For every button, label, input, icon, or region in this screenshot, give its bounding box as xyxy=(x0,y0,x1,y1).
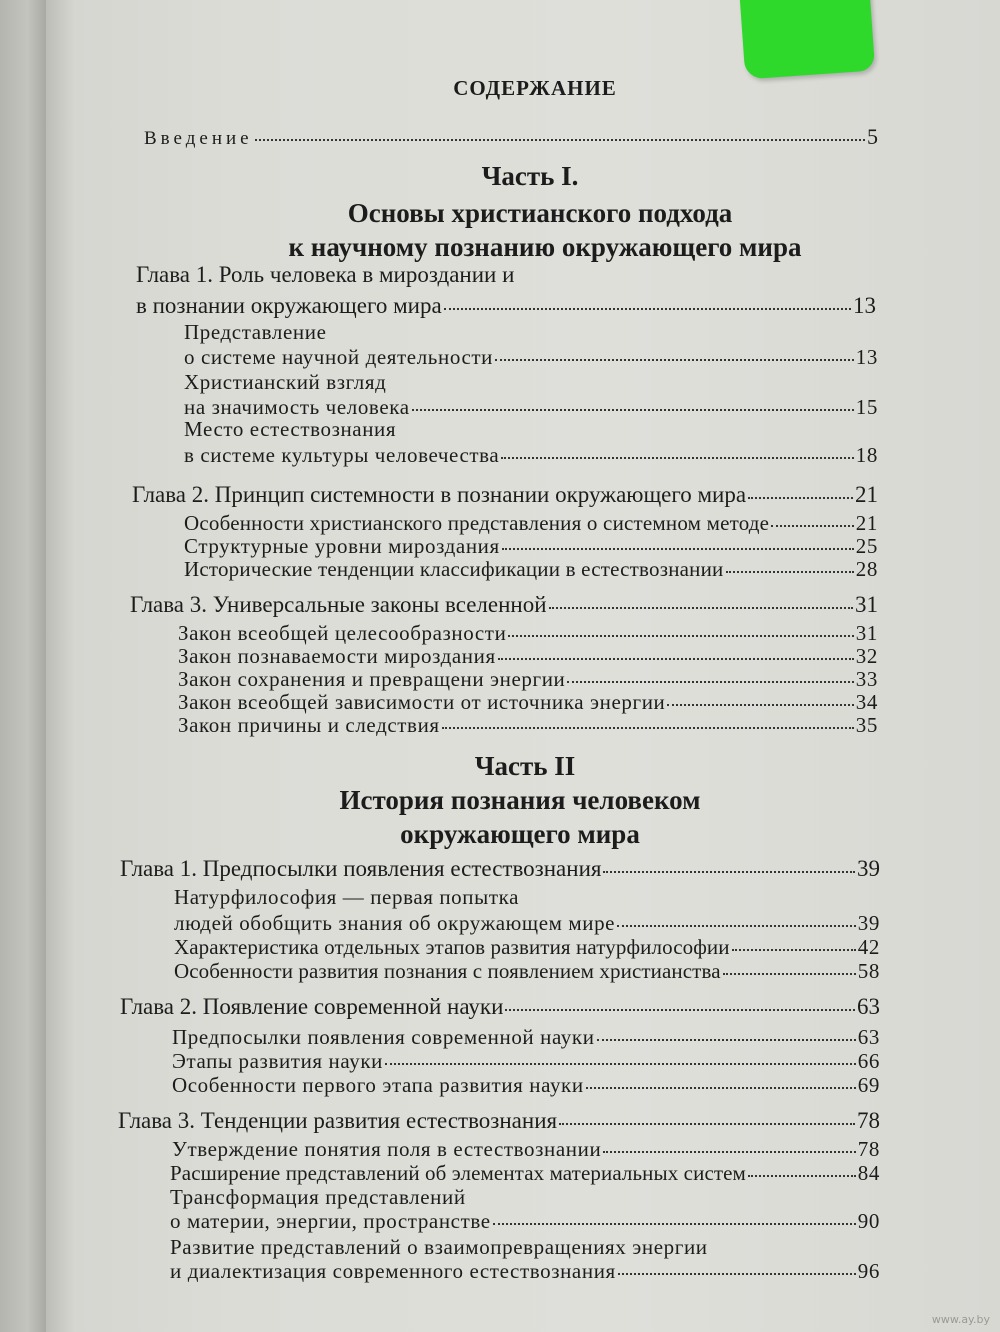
entry-label: Структурные уровни мироздания xyxy=(184,534,500,558)
toc-entry-section[interactable] xyxy=(178,712,878,738)
leader-dots xyxy=(444,308,851,310)
leader-dots xyxy=(603,871,855,873)
section-title-line: Представление xyxy=(184,320,327,344)
leader-dots xyxy=(618,1273,856,1275)
leader-dots xyxy=(723,973,856,975)
toc-entry-section[interactable] xyxy=(172,1072,880,1098)
leader-dots xyxy=(597,1039,856,1041)
toc-entry-intro[interactable] xyxy=(144,124,878,152)
entry-label: Глава 3. Универсальные законы вселенной xyxy=(130,592,547,617)
entry-label: Глава 2. Появление современной науки xyxy=(120,994,504,1019)
toc-entry-section[interactable] xyxy=(170,1160,880,1186)
toc-entry-chapter[interactable] xyxy=(120,994,880,1020)
entry-label: Расширение представлений об элементах материальных систем xyxy=(170,1161,746,1185)
toc-entry-section[interactable] xyxy=(172,1048,880,1074)
entry-label: о материи, энергии, пространстве xyxy=(170,1209,491,1233)
entry-page: 84 xyxy=(857,1161,880,1185)
entry-page: 42 xyxy=(857,935,880,959)
entry-label: Закон познаваемости мироздания xyxy=(178,644,496,668)
leader-dots xyxy=(748,497,853,499)
entry-page: 21 xyxy=(855,511,878,535)
leader-dots xyxy=(586,1087,856,1089)
toc-entry-section[interactable] xyxy=(184,556,878,582)
entry-page: 34 xyxy=(855,690,878,714)
leader-dots xyxy=(603,1151,855,1153)
toc-entry-section[interactable] xyxy=(184,442,878,468)
toc-entry-section[interactable] xyxy=(170,1258,880,1284)
entry-page: 96 xyxy=(857,1259,880,1283)
leader-dots xyxy=(667,704,853,706)
leader-dots xyxy=(617,925,856,927)
entry-page: 25 xyxy=(855,534,878,558)
toc-entry-chapter[interactable] xyxy=(118,1108,880,1134)
toc-entry-chapter[interactable] xyxy=(120,856,880,882)
entry-label: в познании окружающего мира xyxy=(136,293,442,318)
part2-heading-number: Часть II xyxy=(474,751,576,781)
part1-heading-line2: к научному познанию окружающего мира xyxy=(288,232,802,262)
entry-page: 15 xyxy=(855,395,878,419)
entry-label: в системе культуры человечества xyxy=(184,443,500,467)
entry-page: 28 xyxy=(855,557,878,581)
toc-entry-section[interactable] xyxy=(174,958,880,984)
entry-page: 58 xyxy=(857,959,880,983)
entry-page: 78 xyxy=(857,1108,880,1133)
entry-page: 13 xyxy=(853,293,876,318)
part2-heading-line2: окружающего мира xyxy=(400,819,640,849)
entry-label: и диалектизация современного естествознания xyxy=(170,1259,616,1283)
leader-dots xyxy=(726,571,854,573)
page-title: СОДЕРЖАНИЕ xyxy=(453,76,617,100)
entry-label: Закон сохранения и превращени энергии xyxy=(178,667,566,691)
section-title-line: Трансформация представлений xyxy=(170,1185,466,1209)
entry-label: на значимость человека xyxy=(184,395,410,419)
entry-page: 66 xyxy=(857,1049,880,1073)
entry-page: 63 xyxy=(857,994,880,1019)
entry-label: Закон всеобщей целесообразности xyxy=(178,621,507,645)
toc-entry-section[interactable] xyxy=(172,1136,880,1162)
leader-dots xyxy=(502,548,854,550)
entry-page: 13 xyxy=(855,345,878,369)
entry-label: Особенности христианского представления о системном методе xyxy=(184,511,770,535)
entry-label: Этапы развития науки xyxy=(172,1049,383,1073)
entry-page: 69 xyxy=(857,1073,880,1097)
entry-page: 18 xyxy=(855,443,878,467)
entry-label: Закон причины и следствия xyxy=(178,713,440,737)
leader-dots xyxy=(748,1175,856,1177)
leader-dots xyxy=(732,949,856,951)
entry-page: 90 xyxy=(857,1209,880,1233)
chapter-title-line: Глава 1. Роль человека в мироздании и xyxy=(136,262,515,287)
entry-label: Глава 3. Тенденции развития естествознания xyxy=(118,1108,558,1133)
entry-page: 33 xyxy=(855,667,878,691)
entry-page: 39 xyxy=(857,856,880,881)
toc-entry-section[interactable] xyxy=(174,910,880,936)
entry-label: Глава 1. Предпосылки появления естествознания xyxy=(120,856,602,881)
part1-heading-number: Часть I. xyxy=(481,161,579,191)
entry-label: людей обобщить знания об окружающем мире xyxy=(174,911,616,935)
entry-label: Особенности первого этапа развития науки xyxy=(172,1073,584,1097)
toc-entry-section[interactable] xyxy=(172,1024,880,1050)
entry-label: Глава 2. Принцип системности в познании окружающего мира xyxy=(132,482,747,507)
toc-entry-section[interactable] xyxy=(170,1208,880,1234)
toc-entry-section[interactable] xyxy=(174,934,880,960)
leader-dots xyxy=(508,635,853,637)
leader-dots xyxy=(493,1223,856,1225)
toc-entry-chapter[interactable] xyxy=(136,293,876,319)
leader-dots xyxy=(505,1009,855,1011)
entry-page: 31 xyxy=(855,621,878,645)
leader-dots xyxy=(385,1063,856,1065)
toc-entry-section[interactable] xyxy=(184,344,878,370)
leader-dots xyxy=(498,658,854,660)
entry-page: 32 xyxy=(855,644,878,668)
leader-dots xyxy=(442,727,854,729)
section-title-line: Христианский взгляд xyxy=(184,370,387,394)
entry-page: 78 xyxy=(857,1137,880,1161)
entry-page: 35 xyxy=(855,713,878,737)
leader-dots xyxy=(567,681,853,683)
leader-dots xyxy=(412,409,854,411)
leader-dots xyxy=(501,457,853,459)
entry-page: 5 xyxy=(867,124,878,149)
entry-label: Утверждение понятия поля в естествознании xyxy=(172,1137,602,1161)
entry-page: 39 xyxy=(857,911,880,935)
entry-page: 63 xyxy=(857,1025,880,1049)
entry-label: Особенности развития познания с появлением христианства xyxy=(174,959,721,983)
part1-heading-line1: Основы христианского подхода xyxy=(347,198,733,228)
leader-dots xyxy=(771,525,854,527)
entry-label: Характеристика отдельных этапов развития натурфилософии xyxy=(174,935,730,959)
toc-entry-chapter[interactable] xyxy=(130,592,878,618)
leader-dots xyxy=(495,359,854,361)
entry-label: Закон всеобщей зависимости от источника энергии xyxy=(178,690,666,714)
toc-entry-chapter[interactable] xyxy=(132,482,878,508)
section-title-line: Развитие представлений о взаимопревращениях энергии xyxy=(170,1235,708,1259)
entry-page: 31 xyxy=(855,592,878,617)
leader-dots xyxy=(549,607,853,609)
entry-label: Предпосылки появления современной науки xyxy=(172,1025,595,1049)
section-title-line: Место естествознания xyxy=(184,417,397,441)
entry-label: о системе научной деятельности xyxy=(184,345,493,369)
entry-label: Исторические тенденции классификации в естествознании xyxy=(184,557,724,581)
leader-dots xyxy=(255,139,865,141)
site-watermark: www.ay.by xyxy=(931,1313,990,1326)
entry-page: 21 xyxy=(855,482,878,507)
leader-dots xyxy=(559,1123,855,1125)
part2-heading-line1: История познания человеком xyxy=(339,785,701,815)
section-title-line: Натурфилософия — первая попытка xyxy=(174,885,520,909)
entry-label: Введение xyxy=(144,128,253,149)
